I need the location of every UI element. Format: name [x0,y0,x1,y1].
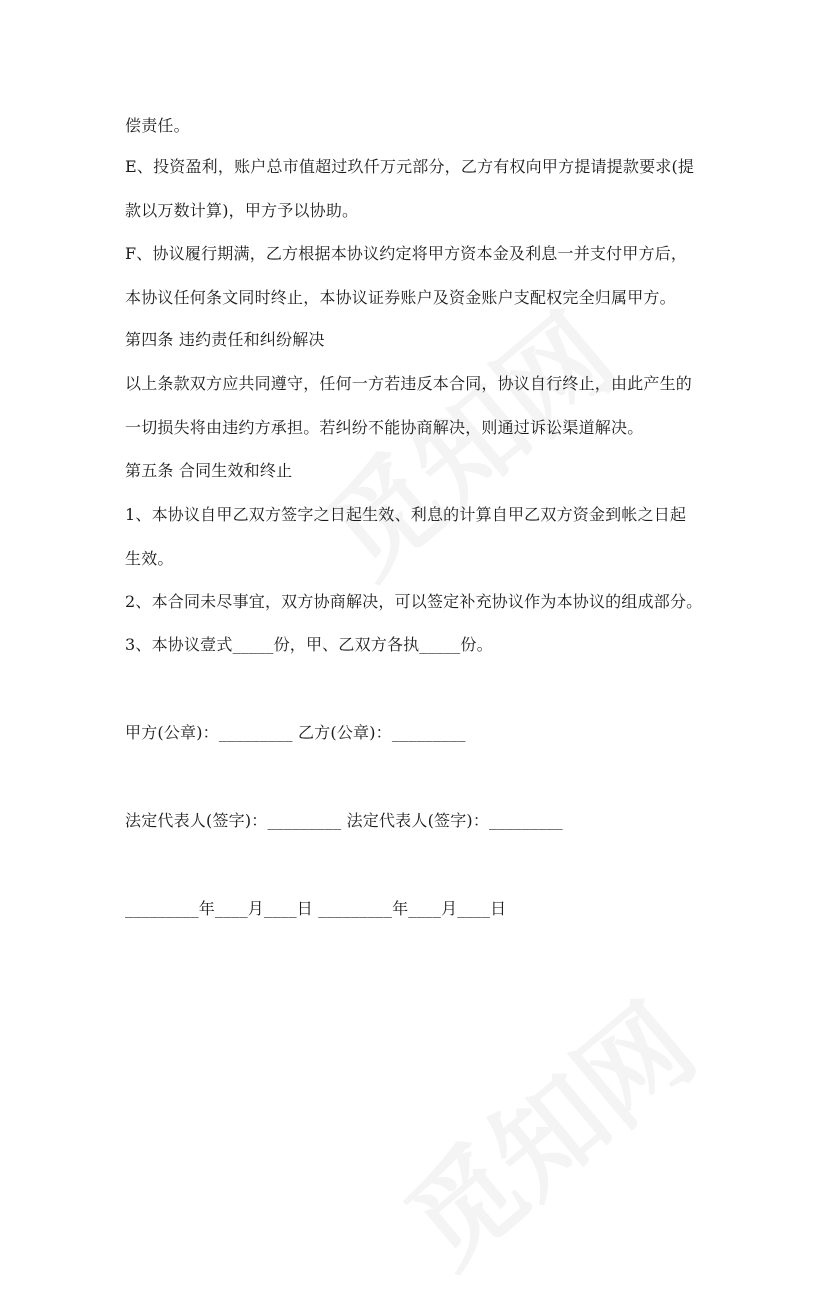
clause-f-line: F、协议履行期满，乙方根据本协议约定将甲方资本金及利息一并支付甲方后， [125,244,688,263]
article-5-heading: 第五条 合同生效和终止 [125,461,293,480]
paragraph-line: 偿责任。 [125,116,190,135]
paragraph-line: 一切损失将由违约方承担。若纠纷不能协商解决，则通过诉讼渠道解决。 [125,418,644,437]
date-line: _________年____月____日 _________年____月____日 [125,899,507,918]
clause-e-line: E、投资盈利，账户总市值超过玖仟万元部分，乙方有权向甲方提请提款要求(提 [125,157,695,176]
watermark [368,962,722,1295]
paragraph-line: 本协议任何条文同时终止，本协议证券账户及资金账户支配权完全归属甲方。 [125,288,676,307]
watermark [288,272,642,605]
clause-2-line: 2、本合同未尽事宜，双方协商解决，可以签定补充协议作为本协议的组成部分。 [125,592,703,611]
paragraph-line: 以上条款双方应共同遵守，任何一方若违反本合同，协议自行终止，由此产生的 [125,374,693,393]
article-4-heading: 第四条 违约责任和纠纷解决 [125,330,325,349]
seal-signature-line: 甲方(公章)：_________ 乙方(公章)：_________ [125,723,466,742]
clause-3-line: 3、本协议壹式_____份，甲、乙双方各执_____份。 [125,635,493,654]
paragraph-line: 款以万数计算)，甲方予以协助。 [125,201,359,220]
representative-signature-line: 法定代表人(签字)：_________ 法定代表人(签字)：_________ [125,811,563,830]
paragraph-line: 生效。 [125,549,174,568]
clause-1-line: 1、本协议自甲乙双方签字之日起生效、利息的计算自甲乙双方资金到帐之日起 [125,505,687,524]
